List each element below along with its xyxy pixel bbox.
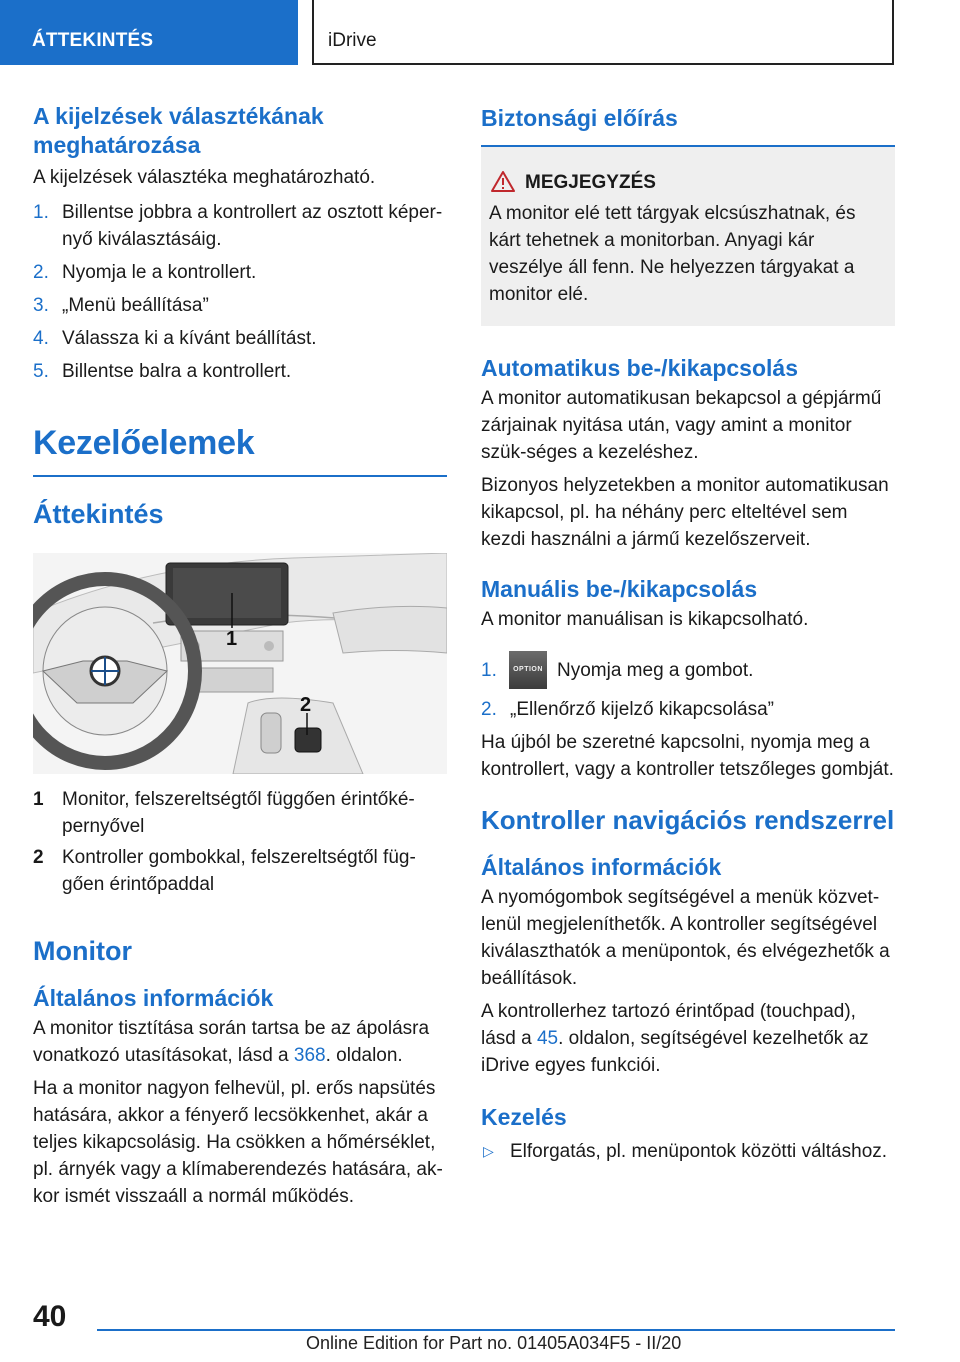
list-item: 1. Billentse jobbra a kontrollert az osztott képer‐nyő kiválasztásáig. (33, 202, 443, 250)
page-link[interactable]: 45 (536, 1028, 559, 1049)
list-item: 5. Billentse balra a kontrollert. (33, 361, 292, 382)
footer-edition: Online Edition for Part no. 01405A034F5 - II/20 (306, 1333, 682, 1353)
paragraph: A kontrollerhez tartozó érintőpad (touchpad), lásd a 45. oldalon, segítségével kezelhetők az iDrive egyes funkciói. (481, 1001, 869, 1076)
notice-box (481, 147, 895, 326)
section-title: iDrive (312, 0, 894, 65)
triangle-bullet-icon: ▷ (483, 1143, 494, 1159)
car-interior-drawing (33, 553, 447, 774)
footer-rule (97, 1329, 895, 1331)
notice-text: A monitor elé tett tárgyak elcsúszhatnak, és kárt tehetnek a monitorban. Anyagi kár veszélye áll fenn. Ne helyezzen tárgyakat a monitor elé. (489, 203, 856, 305)
paragraph: Ha a monitor nagyon felhevül, pl. erős napsütés hatására, akkor a fényerő lecsökkenhet, akár a teljes kikapcsolásig. Ha csökken a hőmérséklet, pl. árnyék vagy a klímaberendezés hatására, ak‐kor ismét visszaáll a normál működés. (33, 1078, 443, 1207)
option-button-icon: OPTION (509, 651, 547, 689)
right-column (481, 102, 895, 1165)
warning-icon (491, 170, 515, 192)
paragraph: A monitor manuálisan is kikapcsolható. (481, 609, 809, 630)
paragraph: A monitor tisztítása során tartsa be az ápolásra vonatkozó utasításokat, lásd a 368. oldalon. (33, 1018, 430, 1066)
heading-rule (33, 475, 447, 477)
heading-controls: Kezelőelemek (33, 424, 255, 462)
heading-operation: Kezelés (481, 1104, 567, 1130)
heading-controller: Kontroller navigációs rendszerrel (481, 805, 895, 835)
chapter-tab: ÁTTEKINTÉS (0, 0, 298, 65)
list-item: 2. „Ellenőrző kijelző kikapcsolása” (481, 699, 774, 720)
paragraph: A monitor automatikusan bekapcsol a gépjármű zárjainak nyitása után, vagy amint a monitor szük‐séges a kezeléshez. (481, 388, 882, 463)
list-item: 3. „Menü beállítása” (33, 295, 209, 316)
left-column (33, 102, 447, 1210)
heading-overview: Áttekintés (33, 499, 164, 529)
list-item: ▷ Elforgatás, pl. menüpontok közötti váltáshoz. (481, 1138, 895, 1165)
list-item: 2. Nyomja le a kontrollert. (33, 262, 257, 283)
figure-label-1: 1 (226, 628, 238, 650)
heading-display-selection: A kijelzések választékának meghatározása (33, 103, 324, 158)
paragraph: A kijelzések választéka meghatározható. (33, 167, 376, 188)
heading-general-info: Általános információk (33, 985, 274, 1011)
heading-manual-onoff: Manuális be-/kikapcsolás (481, 576, 758, 602)
list-item: 1. OPTION Nyomja meg a gombot. (481, 657, 895, 684)
heading-monitor: Monitor (33, 936, 132, 966)
page-number: 40 (33, 1300, 67, 1333)
dashboard-illustration (33, 553, 447, 774)
figure-label-2: 2 (300, 694, 312, 716)
paragraph: Ha újból be szeretné kapcsolni, nyomja meg a kontrollert, vagy a kontroller tetszőleges gombját. (481, 732, 894, 780)
paragraph: A nyomógombok segítségével a menük közvet‐lenül megjeleníthetők. A kontroller segítségével kiválaszthatók a menüpontok, és elvégezhetők a beállítások. (481, 887, 890, 989)
heading-general-info-2: Általános információk (481, 854, 722, 880)
steps-list (33, 199, 447, 385)
paragraph: Bizonyos helyzetekben a monitor automatikusan kikapcsol, pl. ha néhány perc elteltével sem kezdi használni a jármű kezelőszerveit. (481, 475, 889, 550)
list-item: 1 Monitor, felszereltségtől függően érintőké‐pernyővel (33, 789, 415, 837)
legend-list (33, 786, 447, 898)
list-item: 2 Kontroller gombokkal, felszereltségtől füg‐gően érintőpaddal (33, 847, 416, 895)
heading-auto-onoff: Automatikus be-/kikapcsolás (481, 355, 798, 381)
manual-steps-list (481, 657, 895, 723)
heading-safety: Biztonsági előírás (481, 105, 678, 131)
notice-title: MEGJEGYZÉS (489, 169, 887, 196)
list-item: 4. Válassza ki a kívánt beállítást. (33, 328, 317, 349)
page-link[interactable]: 368 (293, 1045, 326, 1066)
